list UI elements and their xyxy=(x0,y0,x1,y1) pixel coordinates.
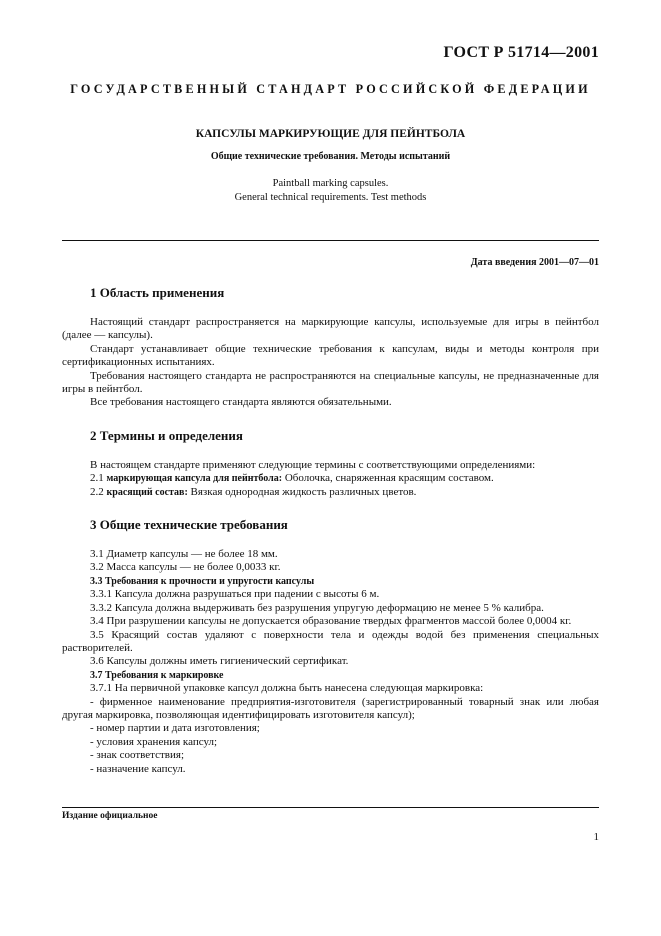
title-divider xyxy=(62,240,599,241)
clause: 3.6 Капсулы должны иметь гигиенический сертификат. xyxy=(90,655,349,668)
term-definition xyxy=(62,472,599,485)
section-2-heading: 2 Термины и определения xyxy=(90,427,243,443)
document-title: КАПСУЛЫ МАРКИРУЮЩИЕ ДЛЯ ПЕЙНТБОЛА xyxy=(195,128,466,140)
section-scope xyxy=(62,285,599,410)
term-name: маркирующая капсула для пейнтбола: xyxy=(106,473,283,485)
term-definition-text: Вязкая однородная жидкость различных цветов. xyxy=(187,485,417,498)
clause: 3.1 Диаметр капсулы — не более 18 мм. xyxy=(90,548,278,561)
document-body xyxy=(62,285,599,794)
clause: 3.7.1 На первичной упаковке капсул должна быть нанесена следующая маркировка: xyxy=(90,682,484,695)
edition-note: Издание официальное xyxy=(62,811,158,821)
introduction-date: Дата введения 2001—07—01 xyxy=(470,257,599,268)
clause: 3.4 При разрушении капсулы не допускается образование твердых фрагментов массой более 0,0004 кг. xyxy=(90,615,572,628)
clause: 3.2 Масса капсулы — не более 0,0033 кг. xyxy=(90,561,281,574)
list-item: - фирменное наименование предприятия-изготовителя (зарегистрированный товарный знак или любая другая маркировка, позволяющая идентифицировать изготовителя капсул); xyxy=(62,695,599,721)
english-title-line-2: General technical requirements. Test methods xyxy=(234,192,427,203)
paragraph: В настоящем стандарте применяют следующие термины с соответствующими определениями: xyxy=(90,458,536,471)
list-item: - условия хранения капсул; xyxy=(90,735,218,748)
term-name: красящий состав: xyxy=(106,486,188,498)
document-id: ГОСТ Р 51714—2001 xyxy=(443,44,599,61)
term-number: 2.1 xyxy=(90,472,107,485)
list-item: - знак соответствия; xyxy=(90,749,185,762)
subsection-heading: 3.7 Требования к маркировке xyxy=(90,669,224,681)
english-title-line-1: Paintball marking capsules. xyxy=(272,178,389,189)
page-number: 1 xyxy=(593,831,599,843)
term-definition-text: Оболочка, снаряженная красящим составом. xyxy=(282,472,494,485)
section-terms xyxy=(62,428,599,499)
document-subtitle: Общие технические требования. Методы испытаний xyxy=(210,151,451,162)
term-definition xyxy=(62,486,599,499)
paragraph: Требования настоящего стандарта не распространяются на специальные капсулы, не предназначенные для игры в пейнтбол. xyxy=(62,369,599,396)
english-title xyxy=(62,177,599,205)
footer-divider xyxy=(62,807,599,808)
list-item: - номер партии и дата изготовления; xyxy=(90,722,260,735)
paragraph: Все требования настоящего стандарта являются обязательными. xyxy=(90,396,392,409)
section-requirements xyxy=(62,517,599,776)
paragraph: Стандарт устанавливает общие технические требования к капсулам, виды и методы контроля при сертификационных испытаниях. xyxy=(62,342,599,369)
clause: 3.3.1 Капсула должна разрушаться при падении с высоты 6 м. xyxy=(90,588,380,601)
term-number: 2.2 xyxy=(90,485,107,498)
list-item: - назначение капсул. xyxy=(90,762,186,775)
paragraph: Настоящий стандарт распространяется на маркирующие капсулы, используемые для игры в пейнтбол (далее — капсулы). xyxy=(62,316,599,342)
clause: 3.5 Красящий состав удаляют с поверхности тела и одежды водой без применения специальных растворителей. xyxy=(62,628,599,654)
section-1-heading: 1 Область применения xyxy=(90,285,225,300)
clause: 3.3.2 Капсула должна выдерживать без разрушения упругую деформацию не менее 5 % калибра. xyxy=(90,601,544,614)
subsection-heading: 3.3 Требования к прочности и упругости капсулы xyxy=(90,575,315,587)
state-standard-header: ГОСУДАРСТВЕННЫЙ СТАНДАРТ РОССИЙСКОЙ ФЕДЕРАЦИИ xyxy=(70,82,591,96)
section-3-heading: 3 Общие технические требования xyxy=(90,517,288,533)
title-block xyxy=(62,128,599,205)
